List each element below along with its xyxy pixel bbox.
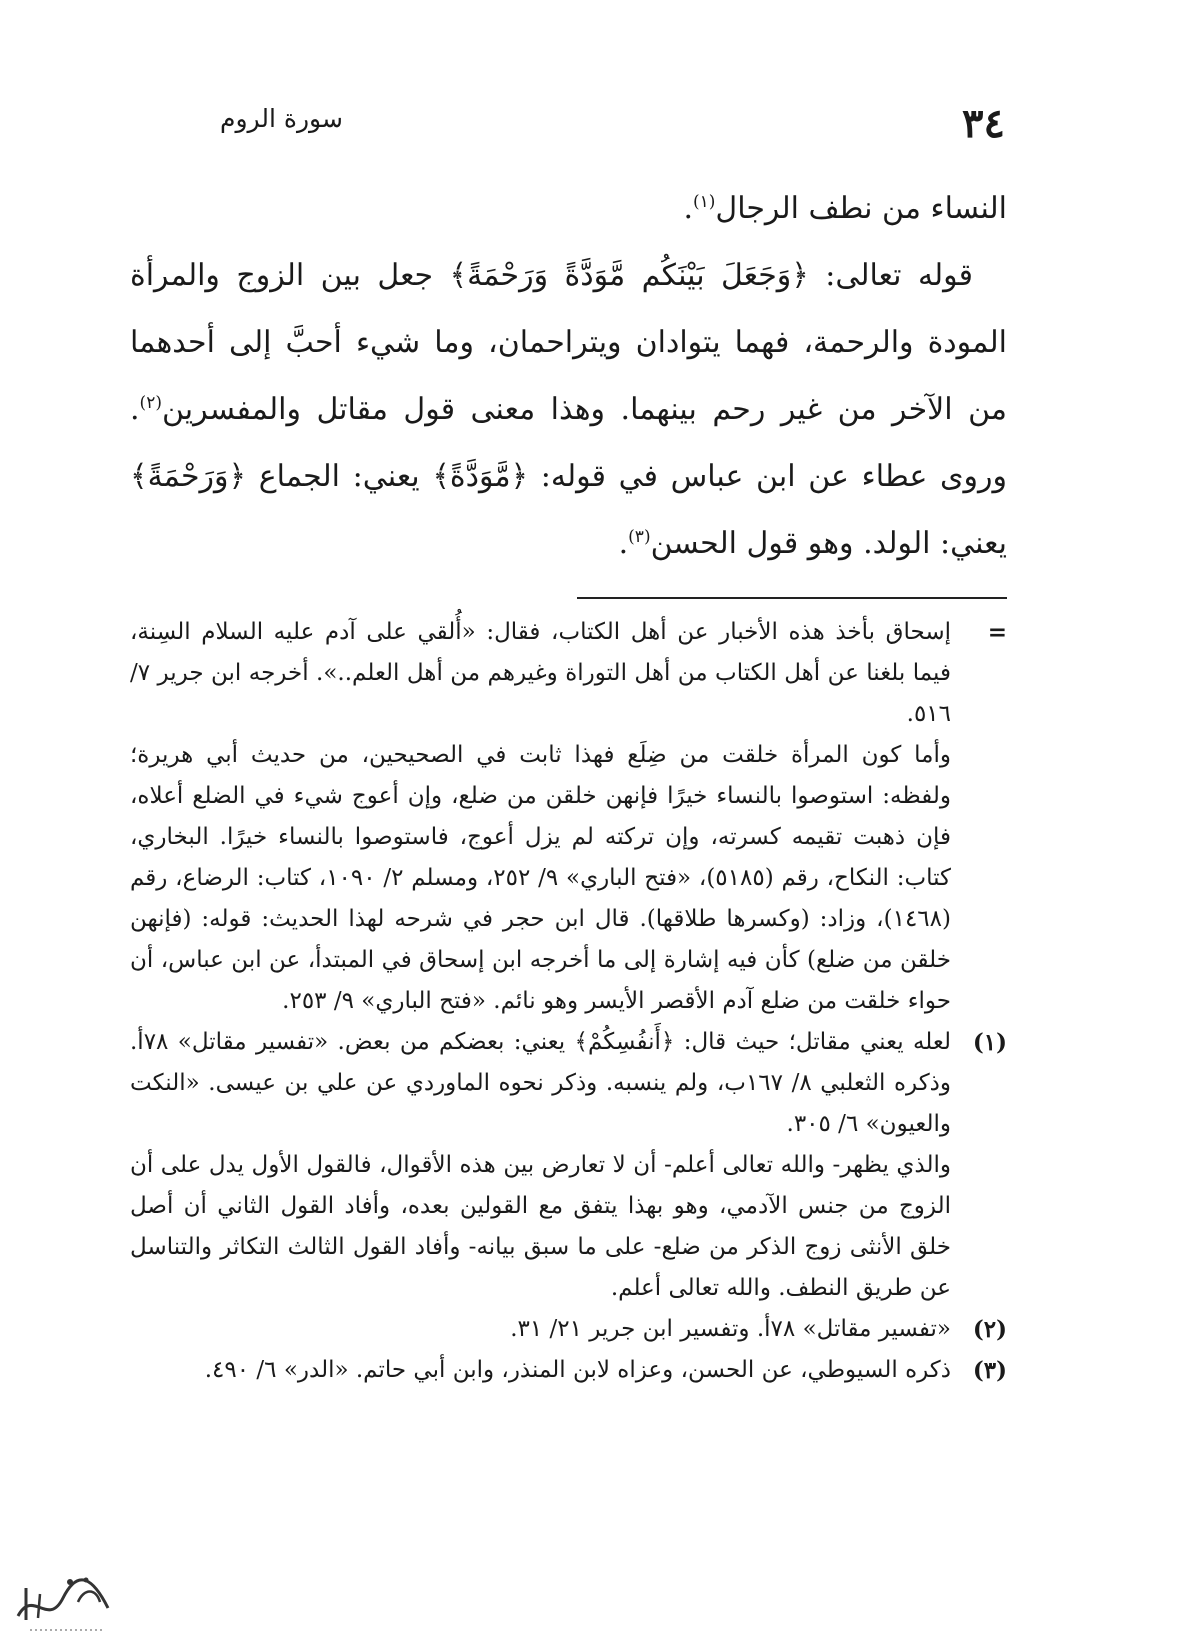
main-text-run: يعني: الجماع: [246, 459, 433, 494]
logo-graphic: [8, 1558, 118, 1638]
footnote-1: [130, 1022, 1007, 1309]
footnote-ref-2[interactable]: (٢): [139, 393, 162, 413]
footnote-ref-3[interactable]: (٣): [628, 527, 651, 547]
footnote-marker-1: (١): [972, 1029, 1007, 1056]
footnote-continuation: [130, 612, 1007, 1022]
footnotes: [130, 612, 1007, 1391]
main-text-run: . وروى عطاء عن ابن عباس في قوله:: [130, 392, 1007, 494]
main-text-run: جعل بين الزوج والمرأة المودة والرحمة، فهما يتوادان ويتراحمان، وما شيء أحبَّ إلى أحدهما من الآخر من غير رحم بينهما. وهذا معنى قول مقاتل والمفسرين: [130, 258, 1007, 427]
main-text-run: .: [618, 526, 629, 561]
main-text-run: .: [683, 191, 693, 226]
quran-quote: ﴿وَجَعَلَ بَيْنَكُم مَّوَدَّةً وَرَحْمَةً﴾: [449, 258, 809, 293]
main-text-run: قوله تعالى:: [808, 258, 974, 293]
footnote-ref-1[interactable]: (١): [693, 192, 716, 212]
footnote-paragraph: «تفسير مقاتل» ٧٨أ. وتفسير ابن جرير ٢١/ ٣١.: [510, 1316, 951, 1342]
main-text-run: النساء من نطف الرجال: [715, 191, 1007, 226]
page-header: [220, 100, 1005, 150]
main-text: [130, 175, 1007, 577]
footnote-2: [130, 1309, 1007, 1350]
footnote-paragraph: إسحاق بأخذ هذه الأخبار عن أهل الكتاب، فقال: «أُلقي على آدم عليه السلام السِنة، فيما بلغنا عن أهل الكتاب من أهل التوراة وغيرهم من أهل العلم..». أخرجه ابن جرير ٧/ ٥١٦.: [130, 619, 951, 727]
footnote-paragraph: لعله يعني مقاتل؛ حيث قال: ﴿أَنفُسِكُمْ﴾ يعني: بعضكم من بعض. «تفسير مقاتل» ٧٨أ. وذكره الثعلبي ٨/ ١٦٧ب، ولم ينسبه. وذكر نحوه الماوردي عن علي بن عيسى. «النكت والعيون» ٦/ ٣٠٥.: [130, 1029, 952, 1137]
footnote-paragraph: والذي يظهر- والله تعالى أعلم- أن لا تعارض بين هذه الأقوال، فالقول الأول يدل على أن الزوج من جنس الآدمي، وهو بهذا يتفق مع القولين بعده، وأفاد القول الثاني أن أصل خلق الأنثى زوج الذكر من ضلع- على ما سبق بيانه- وأفاد القول الثالث التكاثر والتناسل عن طريق النطف. والله تعالى أعلم.: [130, 1152, 951, 1301]
page-number: ٣٤: [962, 100, 1005, 147]
footnote-separator: [577, 597, 1007, 599]
footnote-paragraph: وأما كون المرأة خلقت من ضِلَع فهذا ثابت في الصحيحين، من حديث أبي هريرة؛ ولفظه: استوصوا بالنساء خيرًا فإنهن خلقن من ضلع، وإن أعوج شيء في الضلع أعلاه، فإن ذهبت تقيمه كسرته، وإن تركته لم يزل أعوج، فاستوصوا بالنساء خيرًا. البخاري، كتاب: النكاح، رقم (٥١٨٥)، «فتح الباري» ٩/ ٢٥٢، ومسلم ٢/ ١٠٩٠، كتاب: الرضاع، رقم (١٤٦٨)، وزاد: (وكسرها طلاقها). قال ابن حجر في شرحه لهذا الحديث: قوله: (فإنهن خلقن من ضلع) كأن فيه إشارة إلى ما أخرجه ابن إسحاق في المبتدأ، عن ابن عباس، أن حواء خلقت من ضلع آدم الأقصر الأيسر وهو نائم. «فتح الباري» ٩/ ٢٥٣.: [130, 742, 952, 1014]
footnote-continuation-marker: =: [987, 619, 1007, 646]
footnote-3: [130, 1350, 1007, 1391]
footnote-marker-2: (٢): [972, 1316, 1007, 1343]
quran-quote: ﴿مَّوَدَّةً﴾: [432, 459, 529, 494]
main-paragraph-1: [130, 175, 1007, 242]
running-title: سورة الروم: [220, 104, 343, 133]
footnote-paragraph: ذكره السيوطي، عن الحسن، وعزاه لابن المنذر، وابن أبي حاتم. «الدر» ٦/ ٤٩٠.: [204, 1357, 951, 1383]
quran-quote: ﴿وَرَحْمَةً﴾: [130, 459, 247, 494]
main-paragraph-2: [130, 242, 1007, 577]
footnote-marker-3: (٣): [972, 1357, 1007, 1384]
main-text-run: يعني: الولد. وهو قول الحسن: [650, 526, 1007, 561]
calligraphy-stamp-icon: [8, 1558, 118, 1638]
